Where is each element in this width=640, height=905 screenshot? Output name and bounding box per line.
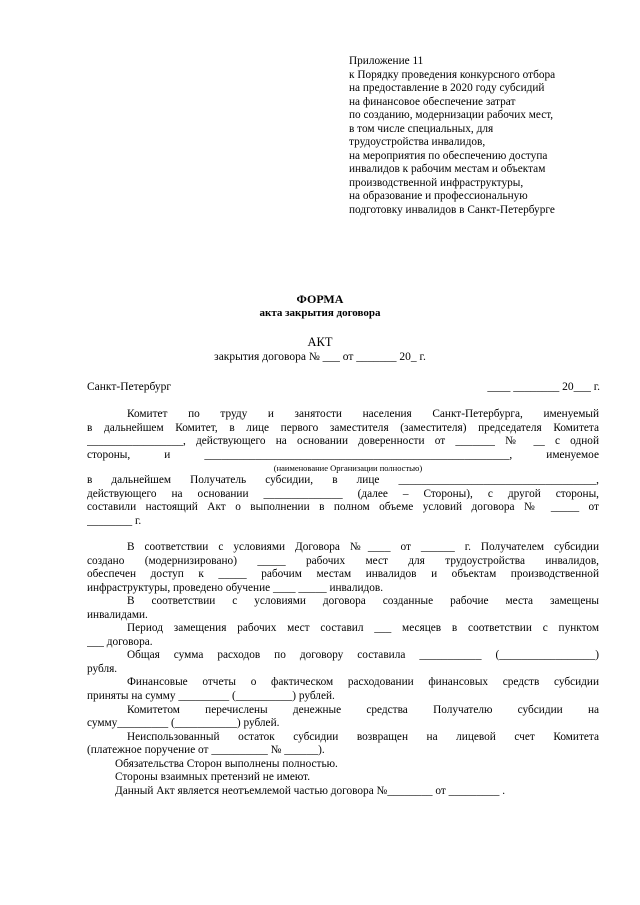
text-line: инфраструктуры, проведено обучение ____ _____ инвалидов. (87, 581, 384, 594)
text-line: рубля. (87, 662, 118, 675)
text-line: _________________, действующего на основании доверенности от _______ № __ с одной (87, 435, 599, 448)
appendix-line: на образование и профессиональную (349, 190, 528, 202)
text-line: Стороны взаимных претензий не имеют. (115, 771, 311, 784)
text-line: инвалидами. (87, 608, 148, 621)
appendix-header (349, 55, 555, 217)
appendix-line: на финансовое обеспечение затрат (349, 95, 516, 108)
text-line: в дальнейшем Получатель субсидии, в лице ___________________________________, (87, 474, 599, 487)
appendix-line: в том числе специальных, для (349, 122, 494, 135)
form-subtitle: акта закрытия договора (259, 307, 381, 319)
date-blank: ____ ________ 20___ г. (487, 381, 600, 393)
text-line: Период замещения рабочих мест составил ___ месяцев в соответствии с пунктом (127, 622, 599, 635)
text-line: В соответствии с условиями Договора №____ от ______ г. Получателем субсидии (127, 541, 599, 553)
text-line: ___ договора. (87, 635, 153, 648)
text-line: Обязательства Сторон выполнены полностью. (115, 757, 338, 770)
appendix-line: на предоставление в 2020 году субсидий (349, 82, 545, 94)
text-line: приняты на сумму _________ (__________) рублей. (87, 690, 335, 703)
place-date-row (87, 381, 600, 393)
appendix-line: Приложение 11 (349, 55, 424, 67)
act-subtitle: закрытия договора № ___ от _______ 20_ г. (214, 351, 426, 363)
text-line: Данный Акт является неотъемлемой частью договора №________ от _________ . (115, 784, 506, 797)
text-line: действующего на основании ______________ (далее – Стороны), с другой стороны, (87, 487, 599, 500)
text-line: создано (модернизировано) _____ рабочих мест для трудоустройства инвалидов, (87, 554, 599, 567)
text-line: Финансовые отчеты о фактическом расходовании финансовых средств субсидии (127, 676, 599, 689)
act-title: АКТ (307, 335, 333, 349)
appendix-line: трудоустройства инвалидов, (349, 136, 486, 148)
paragraph-parties (87, 408, 599, 528)
text-line: Комитетом перечислены денежные средства Получателю субсидии на (127, 703, 599, 716)
appendix-line: подготовку инвалидов в Санкт-Петербурге (349, 203, 555, 216)
org-name-caption: (наименование Организации полностью) (273, 463, 423, 474)
appendix-line: по созданию, модернизации рабочих мест, (349, 109, 554, 121)
paragraph-conditions (87, 541, 599, 798)
text-line: составили настоящий Акт о выполнении в полном объеме условий договора № _____ от (87, 501, 599, 514)
appendix-line: на мероприятия по обеспечению доступа (349, 149, 548, 162)
text-line: ________ г. (87, 514, 142, 527)
appendix-line: производственной инфраструктуры, (349, 176, 524, 189)
text-line: сумму_________ (___________) рублей. (87, 717, 280, 730)
appendix-line: к Порядку проведения конкурсного отбора (349, 68, 556, 81)
text-line: (платежное поручение от __________ № ______). (87, 744, 325, 757)
text-line: В соответствии с условиями договора созданные рабочие места замещены (127, 595, 599, 608)
text-line: Комитет по труду и занятости населения Санкт-Петербурга, именуемый (127, 408, 599, 420)
form-title: ФОРМА (296, 292, 344, 306)
appendix-line: инвалидов к рабочим местам и объектам (349, 163, 546, 175)
text-line: в дальнейшем Комитет, в лице первого заместителя (заместителя) председателя Комитета (87, 421, 599, 434)
city: Санкт-Петербург (87, 381, 172, 393)
text-line: стороны, и ______________________________________________________, именуемое (87, 448, 599, 461)
text-line: обеспечен доступ к _____ рабочим местам инвалидов и объектам производственной (87, 568, 599, 581)
text-line: Неиспользованный остаток субсидии возвращен на лицевой счет Комитета (127, 730, 599, 743)
text-line: Общая сумма расходов по договору составила ___________ (_________________) (127, 649, 599, 662)
